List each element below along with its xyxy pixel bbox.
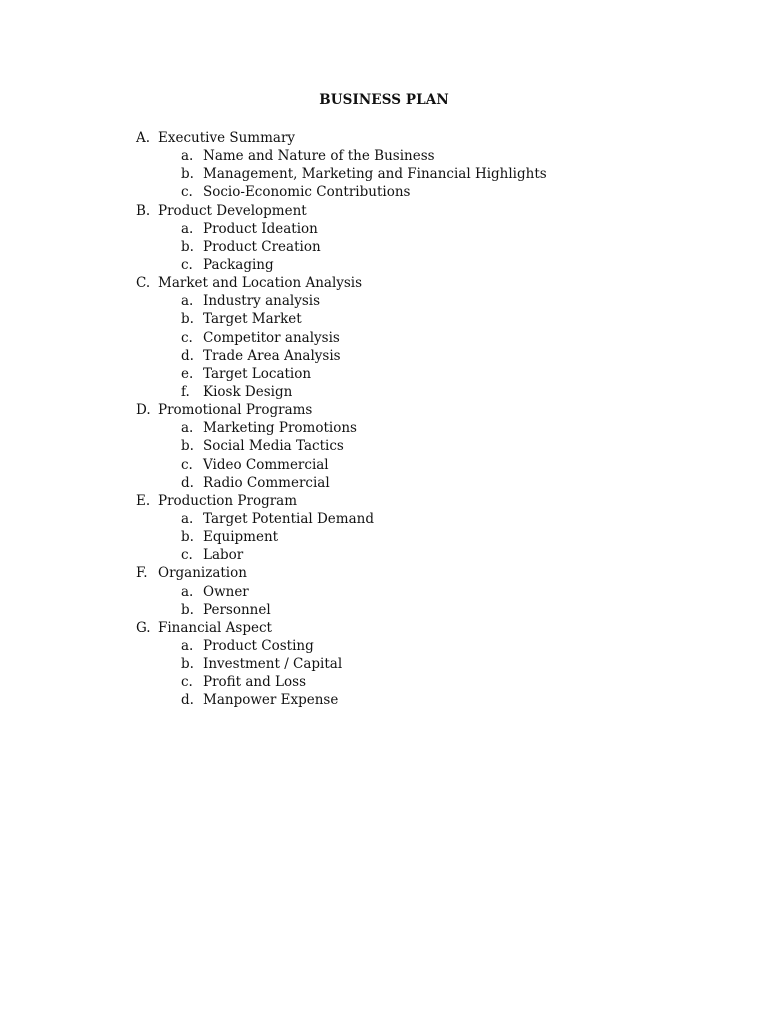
item-marker: c. [181, 456, 193, 473]
section-heading [136, 401, 547, 419]
item-marker: a. [181, 420, 194, 437]
section-heading [136, 274, 547, 292]
list-item [136, 456, 547, 474]
item-label: Radio Commercial [203, 474, 330, 491]
section-items [136, 147, 547, 201]
item-marker: d. [181, 692, 194, 709]
list-item [136, 437, 547, 455]
item-label: Labor [203, 547, 244, 564]
list-item [136, 601, 547, 619]
outline-section [136, 129, 547, 202]
item-label: Name and Nature of the Business [203, 148, 435, 165]
outline-section [136, 564, 547, 618]
item-label: Target Market [203, 311, 302, 328]
item-label: Target Potential Demand [203, 510, 374, 527]
section-marker: C. [136, 275, 151, 292]
item-label: Investment / Capital [203, 656, 343, 673]
item-marker: b. [181, 238, 194, 255]
section-heading [136, 202, 547, 220]
item-label: Social Media Tactics [203, 438, 344, 455]
section-items [136, 510, 547, 564]
section-label: Market and Location Analysis [158, 275, 363, 292]
item-marker: a. [181, 148, 194, 165]
item-label: Kiosk Design [203, 383, 293, 400]
list-item [136, 673, 547, 691]
section-label: Product Development [158, 202, 307, 219]
list-item [136, 347, 547, 365]
outline-section [136, 202, 547, 275]
section-heading [136, 129, 547, 147]
item-label: Target Location [203, 365, 312, 382]
section-items [136, 220, 547, 274]
document-title: BUSINESS PLAN [319, 92, 449, 108]
outline-section [136, 274, 547, 401]
item-label: Equipment [203, 529, 279, 546]
list-item [136, 220, 547, 238]
section-label: Executive Summary [158, 130, 296, 146]
item-marker: d. [181, 347, 194, 364]
section-heading [136, 564, 547, 582]
item-marker: a. [181, 510, 194, 527]
section-marker: B. [136, 202, 151, 219]
item-marker: f. [181, 383, 190, 400]
section-heading [136, 619, 547, 637]
item-label: Product Costing [203, 637, 314, 654]
item-label: Personnel [203, 601, 271, 618]
outline-list [136, 129, 547, 710]
section-items [136, 419, 547, 492]
item-label: Packaging [203, 256, 274, 273]
item-label: Profit and Loss [203, 674, 307, 691]
item-marker: b. [181, 529, 194, 546]
item-marker: c. [181, 184, 193, 201]
outline-section [136, 401, 547, 492]
section-heading [136, 492, 547, 510]
item-label: Management, Marketing and Financial Highlights [203, 166, 547, 183]
item-marker: a. [181, 293, 194, 310]
list-item [136, 147, 547, 165]
list-item [136, 238, 547, 256]
list-item [136, 292, 547, 310]
list-item [136, 583, 547, 601]
section-label: Organization [158, 565, 247, 582]
list-item [136, 510, 547, 528]
item-label: Product Ideation [203, 220, 318, 237]
list-item [136, 691, 547, 709]
section-items [136, 292, 547, 401]
list-item [136, 183, 547, 201]
item-marker: a. [181, 220, 194, 237]
item-label: Video Commercial [203, 456, 329, 473]
section-label: Financial Aspect [158, 619, 272, 636]
item-marker: c. [181, 674, 193, 691]
item-marker: e. [181, 365, 194, 382]
section-label: Production Program [158, 492, 298, 509]
item-marker: c. [181, 329, 193, 346]
item-marker: b. [181, 601, 194, 618]
item-marker: c. [181, 547, 193, 564]
section-items [136, 583, 547, 619]
section-marker: E. [136, 492, 151, 509]
item-marker: c. [181, 256, 193, 273]
item-label: Owner [203, 583, 249, 600]
outline-section [136, 492, 547, 565]
item-marker: b. [181, 438, 194, 455]
list-item [136, 383, 547, 401]
item-marker: b. [181, 166, 194, 183]
item-label: Competitor analysis [203, 329, 340, 346]
list-item [136, 528, 547, 546]
item-label: Manpower Expense [203, 692, 339, 709]
item-label: Trade Area Analysis [203, 347, 341, 364]
list-item [136, 474, 547, 492]
list-item [136, 256, 547, 274]
list-item [136, 637, 547, 655]
section-label: Promotional Programs [158, 402, 313, 419]
item-marker: b. [181, 656, 194, 673]
item-marker: b. [181, 311, 194, 328]
list-item [136, 329, 547, 347]
outline-section [136, 619, 547, 710]
section-items [136, 637, 547, 710]
list-item [136, 165, 547, 183]
section-marker: D. [136, 402, 151, 419]
section-marker: G. [136, 619, 151, 636]
list-item [136, 546, 547, 564]
item-marker: a. [181, 583, 194, 600]
section-marker: A. [136, 130, 151, 146]
item-label: Product Creation [203, 238, 321, 255]
list-item [136, 310, 547, 328]
item-label: Marketing Promotions [203, 420, 357, 437]
item-marker: a. [181, 637, 194, 654]
section-marker: F. [136, 565, 148, 582]
list-item [136, 419, 547, 437]
item-label: Industry analysis [203, 293, 320, 310]
list-item [136, 655, 547, 673]
list-item [136, 365, 547, 383]
item-marker: d. [181, 474, 194, 491]
item-label: Socio-Economic Contributions [203, 184, 411, 201]
